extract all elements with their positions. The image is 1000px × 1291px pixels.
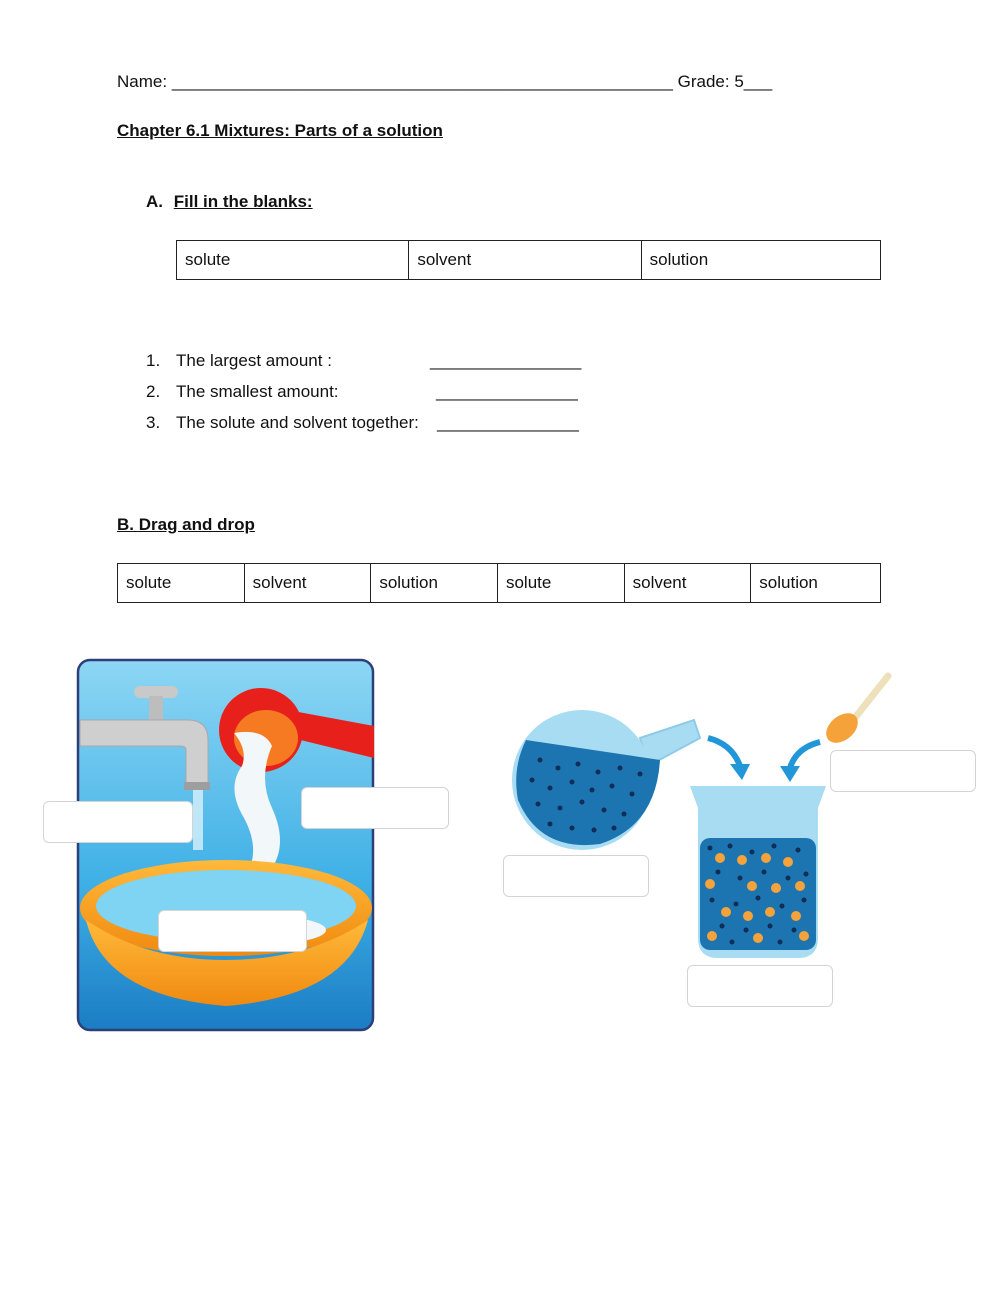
item-number: 3. <box>146 413 161 432</box>
drop-target-spoon[interactable] <box>830 750 976 792</box>
word-bank-a-solvent: solvent <box>409 241 641 280</box>
chapter-title: Chapter 6.1 Mixtures: Parts of a solution <box>117 121 443 140</box>
grade-label: Grade: 5___ <box>677 72 773 91</box>
list-item <box>146 382 339 402</box>
word-bank-a-solution: solution <box>641 241 880 280</box>
drag-word-solvent[interactable]: solvent <box>624 564 751 603</box>
spoon-icon <box>820 676 888 749</box>
drag-word-solution[interactable]: solution <box>751 564 881 603</box>
item-text: The solute and solvent together: <box>176 413 419 432</box>
item-text: The smallest amount: <box>176 382 339 401</box>
water-stream-icon <box>193 790 203 850</box>
arrowhead-left-icon <box>730 764 750 780</box>
drag-word-solution[interactable]: solution <box>371 564 498 603</box>
arrowhead-right-icon <box>780 766 800 782</box>
section-a-letter: A. <box>146 192 163 211</box>
section-b-title: B. Drag and drop <box>117 515 255 534</box>
list-item <box>146 413 419 433</box>
blank-largest[interactable]: ________________ <box>430 351 582 370</box>
washing-bowl-illustration <box>76 658 376 1033</box>
word-bank-b <box>117 563 881 603</box>
drop-target-bowl[interactable] <box>158 910 307 952</box>
flask-icon <box>512 710 700 850</box>
beaker-illustration <box>500 668 900 968</box>
drag-word-solvent[interactable]: solvent <box>244 564 371 603</box>
word-bank-a <box>176 240 881 280</box>
section-a-title: Fill in the blanks: <box>173 192 313 211</box>
name-label: Name: <box>117 72 168 91</box>
arrow-right-icon <box>790 742 820 768</box>
drag-word-solute[interactable]: solute <box>497 564 624 603</box>
drop-target-beaker[interactable] <box>687 965 833 1007</box>
arrow-left-icon <box>708 738 740 766</box>
section-a-heading <box>146 192 313 212</box>
beaker-icon <box>690 786 826 958</box>
item-number: 1. <box>146 351 161 370</box>
blank-smallest[interactable]: _______________ <box>436 382 578 401</box>
drop-target-water[interactable] <box>43 801 193 843</box>
drop-target-powder[interactable] <box>301 787 449 829</box>
list-item <box>146 351 332 371</box>
name-blank[interactable]: _____________________________________________________ <box>171 72 673 91</box>
name-line <box>117 72 772 92</box>
drag-word-solute[interactable]: solute <box>118 564 245 603</box>
item-text: The largest amount : <box>176 351 332 370</box>
word-bank-a-solute: solute <box>177 241 409 280</box>
drop-target-flask[interactable] <box>503 855 649 897</box>
item-number: 2. <box>146 382 161 401</box>
blank-together[interactable]: _______________ <box>437 413 579 432</box>
